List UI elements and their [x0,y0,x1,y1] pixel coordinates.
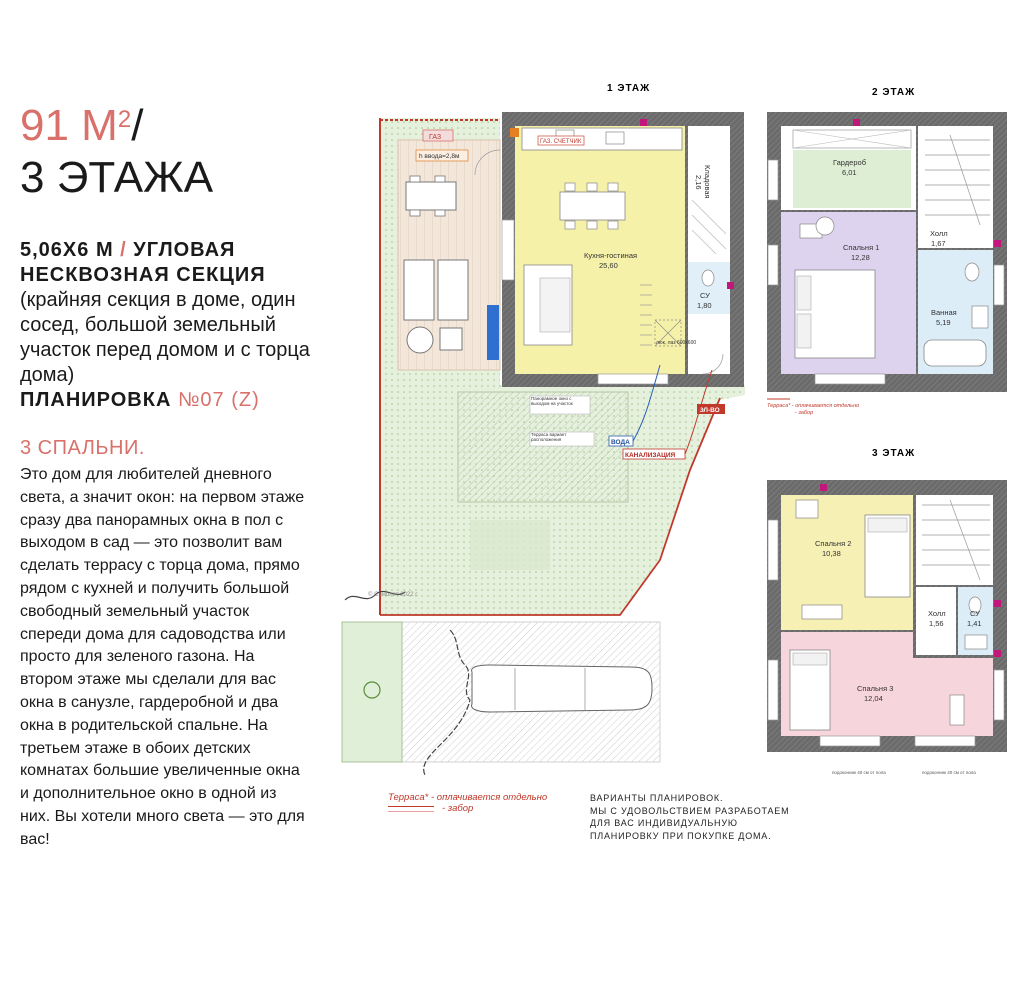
gas-meter-label: ГАЗ. СЧЕТЧИК [540,139,582,145]
bedroom1-area: 12,28 [851,253,870,262]
wc1-label: СУ [700,291,710,300]
sunbed-icon [404,260,434,320]
window [820,736,880,746]
bedrooms-heading: 3 СПАЛЬНИ. [20,437,145,459]
spec-slash: / [120,239,127,261]
sill-note: подоконник 40 см от пола [832,770,886,775]
wood-terrace [398,130,500,370]
floor1-title: 1 ЭТАЖ [607,83,651,94]
hall3-area: 1,56 [929,619,944,628]
bathroom-area: 5,19 [936,318,951,327]
wardrobe-label: Гардероб [833,158,866,167]
floor2-legend-terrace: Терраса* - оплачивается отдельно [767,403,860,409]
garden-storage-icon [487,305,499,360]
storage-label: Кладовая [703,165,712,199]
window [815,374,885,384]
hero-area-line [20,100,213,152]
legend-fence: - забор [442,803,474,814]
layout-variants-note [590,792,830,842]
window [768,660,778,720]
hero-title [20,100,213,204]
area-value: 91 М [20,101,118,150]
floor3-title: 3 ЭТАЖ [872,448,916,459]
area-slash: / [131,101,144,150]
watermark-text: © Самолет 2022 г. [368,592,419,598]
variants-line-2: МЫ С УДОВОЛЬСТВИЕМ РАЗРАБОТАЕМ [590,805,790,816]
window [768,520,778,580]
desk-icon [950,695,964,725]
sunbed-icon [438,260,468,320]
sill-note: подоконник 40 см от пола [922,770,976,775]
variants-line-4: ПЛАНИРОВКУ ПРИ ПОКУПКЕ ДОМА. [590,830,772,841]
floor2-plan [767,112,1007,416]
bedroom3-label: Спальня 3 [857,684,894,693]
legend-terrace: Терраса* - оплачивается отдельно [388,792,548,803]
fence-line-sample [388,806,434,812]
bathtub-icon [924,340,986,366]
bedroom1-label: Спальня 1 [843,243,880,252]
floor2-title: 2 ЭТАЖ [872,87,916,98]
floor-plan-drawing [335,75,1024,855]
bedroom2-label: Спальня 2 [815,539,852,548]
wardrobe-area: 6,01 [842,168,857,177]
variants-line-3: ДЛЯ ВАС ИНДИВИДУАЛЬНУЮ [590,818,738,828]
gas-label: ГАЗ [429,134,442,141]
bedroom2-area: 10,38 [822,549,841,558]
washbasin-icon [965,635,987,649]
toilet-icon [702,270,714,286]
desk-icon [802,605,842,619]
window [994,670,1004,720]
plant-icon [407,327,433,353]
wc1-area: 1,80 [697,301,712,310]
car-icon [472,665,652,712]
panoramic-window [502,220,514,280]
window [768,160,778,200]
variants-line-1: ВАРИАНТЫ ПЛАНИРОВОК. [590,793,724,803]
window [994,265,1004,305]
parking-area [342,591,660,775]
spec-size: 5,06Х6 М [20,239,114,261]
dining-table-icon [560,192,625,220]
kitchen-area: 25,60 [599,261,618,270]
lawn-strip [342,622,402,762]
hall3-label: Холл [928,609,946,618]
spec-note: (крайняя секция в доме, один сосед, большой земельный участок перед домом и с торца дома) [20,289,310,386]
kitchen-label: Кухня-гостиная [584,251,638,260]
terrace-table-icon [406,182,456,210]
storage-area: 2,16 [694,175,703,190]
window [768,245,778,285]
spec-type-1: УГЛОВАЯ [133,239,236,261]
terrace-note: Терраса вариант расположения [531,432,567,442]
plan-legend [388,792,547,819]
gas-input-height: h ввода=2,8м [419,153,460,160]
floors-count: 3 ЭТАЖА [20,153,214,202]
bedroom3-area: 12,04 [864,694,883,703]
floor1-plan [475,112,744,387]
section-spec [20,238,330,413]
area-unit-sup: 2 [117,106,132,133]
layout-label: ПЛАНИРОВКА [20,389,172,411]
wc3-area: 1,41 [967,619,982,628]
hatch-label: люк, лаз 600х600 [656,340,697,346]
wc3-label: СУ [970,609,980,618]
layout-code: №07 (Z) [177,389,260,411]
hall2-label: Холл [930,229,948,238]
hall2-area: 1,67 [931,239,946,248]
window [915,736,975,746]
spec-type-2: НЕСКВОЗНАЯ СЕКЦИЯ [20,264,266,286]
description-text: Это дом для любителей дневного света, а значит окон: на первом этаже сразу два панорамных окна в пол с выходом в сад — это позволит вам сделать террасу с торца дома, прямо рядом с кухней и получить большой свободный земельный участок спереди дома для садоводства или просто для зеленого газона. На втором этаже мы сделали для вас окна в санузле, гардеробной и два окна в родительской спальне. На третьем этаже в обоих детских комнатах большие увеличенные окна и дополнительное окно в одной из них. Вы хотели много света — это для вас! [20,466,305,848]
sink-icon [606,132,624,144]
gas-valve-icon [510,128,519,137]
floor3-plan [767,480,1007,775]
bathroom-label: Ванная [931,308,957,317]
power-label: ЭЛ-ВО [699,407,720,414]
panoramic-note: Панорамное окно с выходом на участок [531,396,573,406]
floor2-legend-fence: - забор [795,410,814,416]
spec-layout [20,388,330,413]
washbasin-icon [972,306,988,328]
spec-line-1 [20,238,330,263]
sewer-label: КАНАЛИЗАЦИЯ [625,452,676,459]
toilet-icon [965,263,979,281]
water-label: ВОДА [611,439,630,446]
